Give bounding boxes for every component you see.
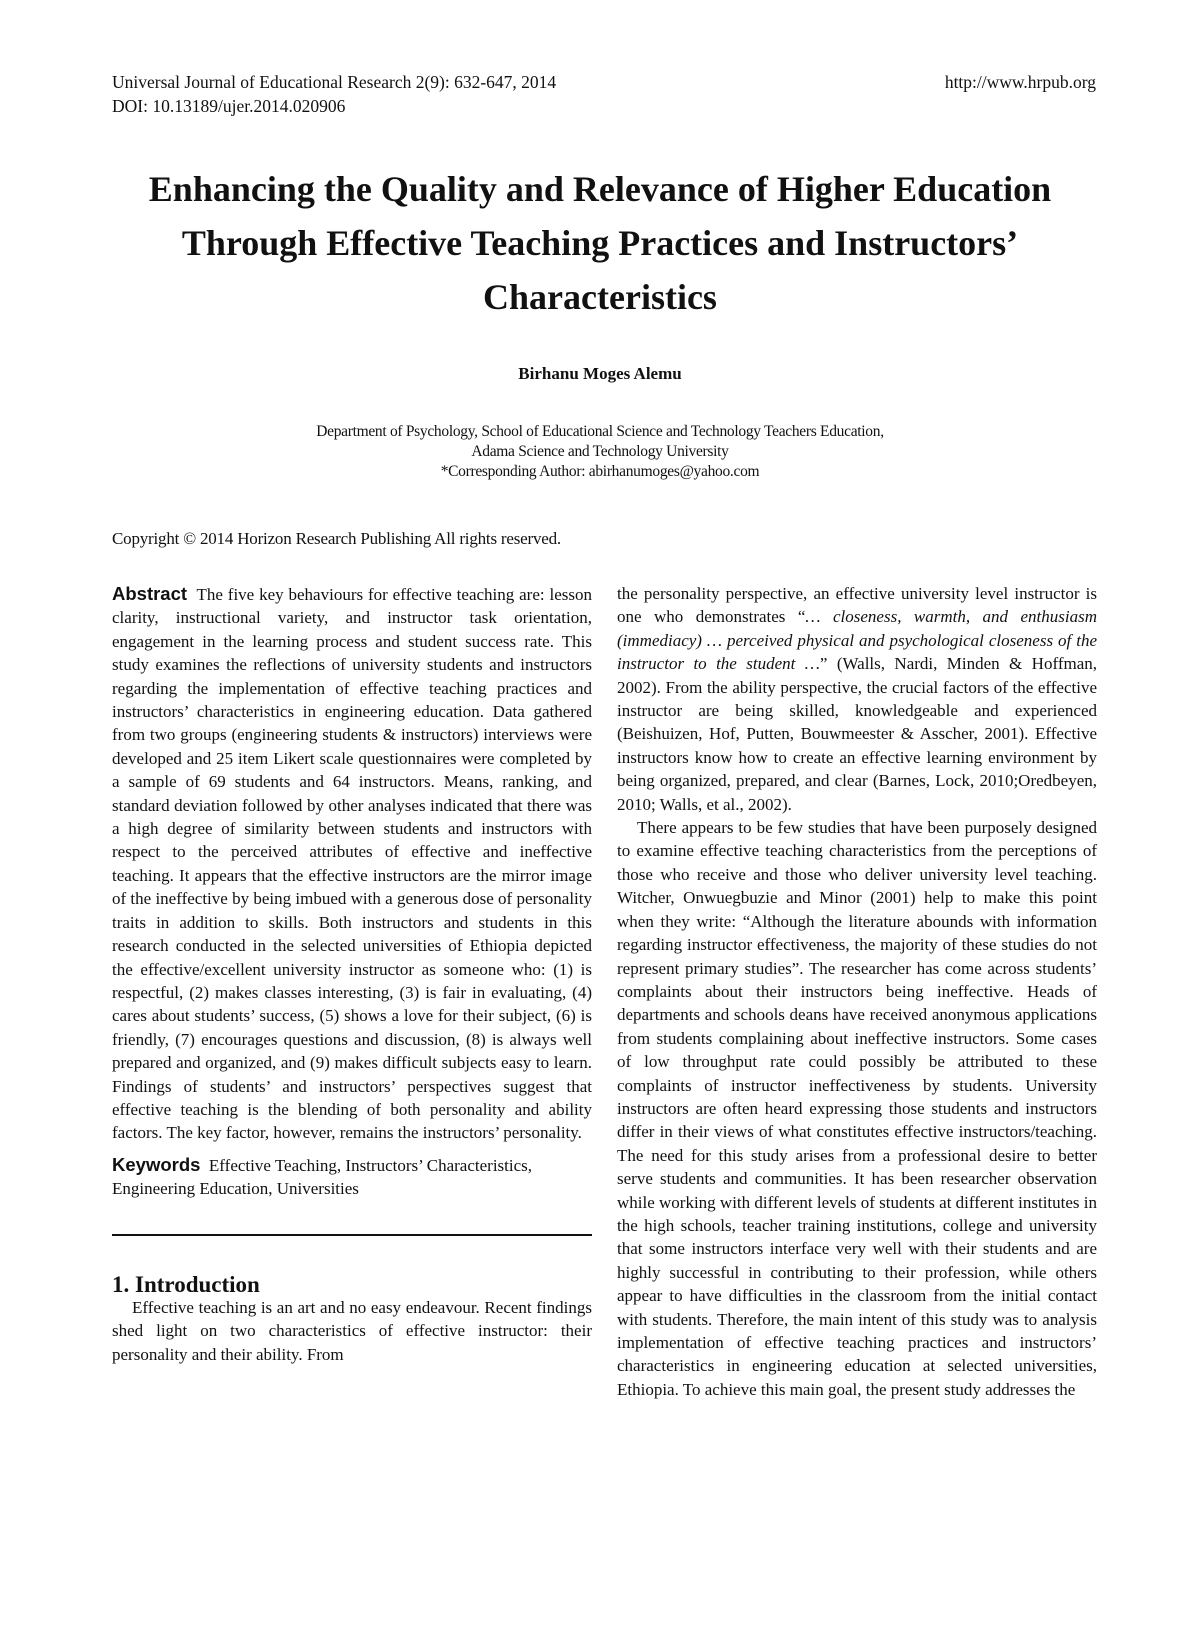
affiliation-department: Department of Psychology, School of Educational Science and Technology Teachers Education, [316, 423, 884, 440]
copyright-notice: Copyright © 2014 Horizon Research Publishing All rights reserved. [112, 529, 561, 548]
right-column [617, 582, 1097, 1401]
journal-url[interactable]: http://www.hrpub.org [944, 72, 1096, 92]
introduction-heading: 1. Introduction [112, 1271, 260, 1297]
keywords [112, 1153, 592, 1201]
keywords-text: Effective Teaching, Instructors’ Characteristics, Engineering Education, Universities [112, 1155, 533, 1199]
keywords-label: Keywords [112, 1153, 201, 1175]
right-paragraph-1 [617, 582, 1097, 816]
right-p1-end: ” (Walls, Nardi, Minden & Hoffman, 2002). From the ability perspective, the crucial factors of the effective instructor are being skilled, knowledgeable and experienced (Beishuizen, Hof, Putten, Bouwmeester & Asscher, 2001). Effective instructors know how to create an effective learning environment by being organized, prepared, and clear (Barnes, Lock, 2010;Oredbeyen, 2010; Walls, et al., 2002). [617, 654, 1097, 814]
right-paragraph-2: There appears to be few studies that have been purposely designed to examine effective teaching characteristics from the perceptions of those who receive and those who deliver university level teaching. Witcher, Onwuegbuzie and Minor (2001) help to make this point when they write: “Although the literature abounds with information regarding instructor effectiveness, the majority of these studies do not represent primary studies”. The researcher has come across students’ complaints about their instructors being ineffective. Heads of departments and schools deans have received anonymous applications from students complaining about ineffective instructors. Some cases of low throughput rate could possibly be attributed to these complaints of instructor ineffectiveness by students. University instructors are often heard expressing those students and instructors differ in their views of what constitutes effective instructors/teaching. The need for this study arises from a professional desire to better serve students and communities. It has been researcher observation while working with different levels of students at different institutes in the high schools, teacher training institutions, college and university that some instructors interface very well with their students and are highly successful in contributing to their profession, while others appear to have difficulties in the classroom from the initial contact with students. Therefore, the main intent of this study was to analysis implementation of effective teaching practices and instructors’ characteristics in engineering education at selected universities, Ethiopia. To achieve this main goal, the present study addresses the [617, 818, 1098, 1399]
journal-citation: Universal Journal of Educational Research 2(9): 632-647, 2014 [112, 72, 557, 92]
abstract-label: Abstract [112, 583, 188, 604]
left-column [112, 582, 592, 1366]
page-header [112, 70, 1096, 118]
right-p1-quote: … closeness, warmth, and enthusiasm (immediacy) … perceived physical and psychological closeness of the instructor to the student … [617, 607, 1097, 674]
doi: DOI: 10.13189/ujer.2014.020906 [112, 96, 346, 116]
introduction-text: Effective teaching is an art and no easy endeavour. Recent findings shed light on two characteristics of effective instructor: their personality and their ability. From [112, 1297, 592, 1364]
paper-title: Enhancing the Quality and Relevance of Higher Education Through Effective Teaching Practices and Instructors’ Characteristics [148, 169, 1052, 317]
section-divider [112, 1234, 592, 1236]
affiliation-university: Adama Science and Technology University [471, 443, 729, 460]
corresponding-author: *Corresponding Author: abirhanumoges@yahoo.com [440, 463, 760, 480]
affiliation [0, 422, 1200, 482]
abstract [112, 582, 592, 1145]
abstract-text: The five key behaviours for effective teaching are: lesson clarity, instructional variety, and instructor task orientation, engagement in the learning process and student success rate. This study examines the reflections of university students and instructors regarding the implementation of effective teaching practices and instructors’ characteristics in engineering education. Data gathered from two groups (engineering students & instructors) interviews were developed and 25 item Likert scale questionnaires were completed by a sample of 69 students and 64 instructors. Means, ranking, and standard deviation followed by other analyses indicated that there was a high degree of similarity between students and instructors with respect to the perceived attributes of effective and ineffective teaching. It appears that the effective instructors are the mirror image of the ineffective by being imbued with a generous dose of personality traits in addition to skills. Both instructors and students in this research conducted in the selected universities of Ethiopia depicted the effective/excellent university instructor as someone who: (1) is respectful, (2) makes classes interesting, (3) is fair in evaluating, (4) cares about students’ success, (5) shows a love for their subject, (6) is friendly, (7) encourages questions and discussion, (8) is always well prepared and organized, and (9) makes difficult subjects easy to learn. Findings of students’ and instructors’ perspectives suggest that effective teaching is the blending of both personality and ability factors. The key factor, however, remains the instructors’ personality. [112, 585, 592, 1143]
right-p1-start: the personality perspective, an effective university level instructor is one who demonstrates “ [617, 584, 1097, 627]
author-name: Birhanu Moges Alemu [518, 364, 682, 383]
